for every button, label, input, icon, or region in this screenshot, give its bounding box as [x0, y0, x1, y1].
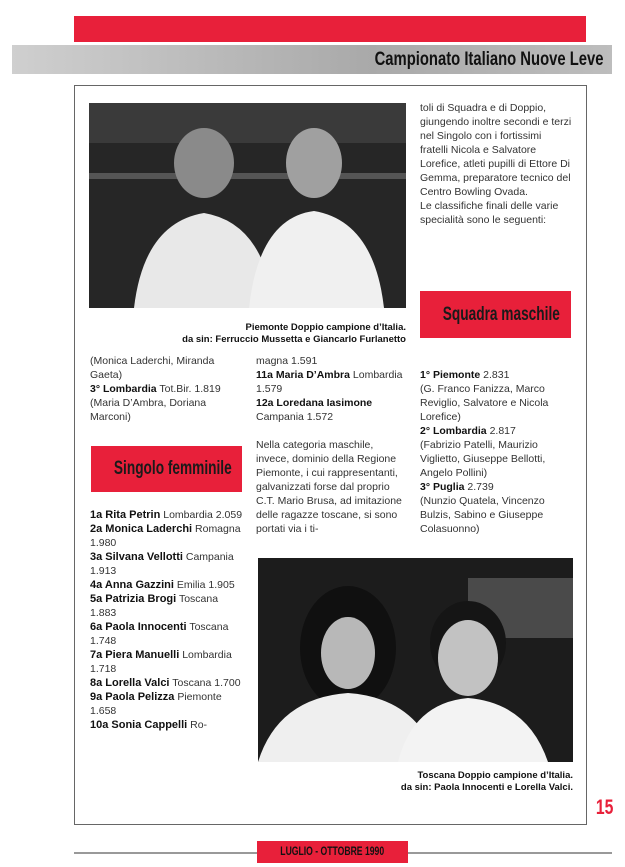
team-score: 2.817 — [489, 425, 516, 437]
list-item — [90, 578, 245, 592]
team-members: (Maria D’Ambra, Doriana Marconi) — [90, 397, 207, 423]
list-item — [90, 690, 245, 718]
team-members: (Nunzio Quatela, Vincenzo Bulzis, Sabino e Giuseppe Colasuonno) — [420, 495, 545, 535]
header-red-bar — [74, 16, 586, 42]
list-item — [90, 676, 245, 690]
athlete-result: Romagna 1.980 — [90, 523, 241, 549]
athlete-result: Lombardia 1.718 — [90, 649, 232, 675]
paragraph: Nella categoria maschile, invece, dominio della Regione Piemonte, i cui rappresentanti, galvanizzati forse dal proprio C.T. Mario Brusa, ad imitazione delle ragazze toscane, si sono portati via i ti- — [256, 439, 402, 535]
photo1-caption — [90, 322, 406, 346]
paragraph: toli di Squadra e di Doppio, giungendo inoltre secondi e terzi nel Singolo con i fortissimi fratelli Nicola e Salvatore Lorefice, atleti pupilli di Ettore Di Gemma, preparatore tecnico del Centro Bowling Ovada. — [420, 102, 572, 198]
athlete-name: 5a Patrizia Brogi — [90, 593, 177, 605]
list-item — [90, 550, 245, 578]
article-text-left-top — [90, 354, 242, 424]
section-label-text: Squadra maschile — [442, 304, 560, 325]
caption-line: da sin: Ferruccio Mussetta e Giancarlo Furlanetto — [182, 334, 406, 345]
athlete-name: 6a Paola Innocenti — [90, 621, 187, 633]
athlete-name: 7a Piera Manuelli — [90, 649, 180, 661]
list-item — [90, 648, 245, 676]
footer-issue-text: LUGLIO - OTTOBRE 1990 — [280, 846, 385, 858]
list-item — [256, 368, 408, 396]
page-title: Campionato Italiano Nuove Leve — [374, 49, 603, 70]
footer-issue-label — [257, 841, 408, 863]
article-text-middle — [256, 354, 408, 536]
athlete-result: Toscana 1.748 — [90, 621, 229, 647]
team-members: (Monica Laderchi, Miranda Gaeta) — [90, 355, 215, 381]
team-rank: 3° Puglia — [420, 481, 465, 493]
caption-line: Piemonte Doppio campione d’Italia. — [245, 322, 406, 333]
list-item — [90, 718, 245, 732]
athlete-result: magna 1.591 — [256, 355, 318, 367]
athlete-name: 10a Sonia Cappelli — [90, 719, 188, 731]
athlete-result: Emilia 1.905 — [176, 579, 235, 591]
list-item — [90, 522, 245, 550]
athlete-result: Piemonte 1.658 — [90, 691, 222, 717]
athlete-result: Lombardia 2.059 — [163, 509, 243, 521]
athlete-result: Toscana 1.700 — [172, 677, 241, 689]
athlete-name: 2a Monica Laderchi — [90, 523, 193, 535]
team-score: Tot.Bir. 1.819 — [159, 383, 221, 395]
list-item — [90, 620, 245, 648]
section-label-singolo — [91, 446, 242, 492]
section-label-text: Singolo femminile — [113, 458, 232, 479]
photo-piemonte-doppio — [89, 103, 406, 308]
section-label-squadra — [420, 291, 571, 338]
team-entry — [90, 382, 242, 396]
team-members: (Fabrizio Patelli, Maurizio Viglietto, Giuseppe Bellotti, Angelo Pollini) — [420, 439, 546, 479]
athlete-result: Lombardia 1.579 — [256, 369, 403, 395]
list-item — [420, 480, 574, 494]
squadra-ranking-list — [420, 368, 574, 536]
team-score: 2.739 — [467, 481, 494, 493]
athlete-result: Ro- — [190, 719, 208, 731]
athlete-result: Toscana 1.883 — [90, 593, 219, 619]
caption-line: da sin: Paola Innocenti e Lorella Valci. — [400, 782, 573, 793]
athlete-name: 8a Lorella Valci — [90, 677, 170, 689]
list-item — [420, 424, 574, 438]
list-item — [90, 592, 245, 620]
athlete-result: Campania 1.572 — [256, 411, 334, 423]
page-number: 15 — [595, 796, 613, 819]
athlete-name: 11a Maria D’Ambra — [256, 369, 350, 381]
photo2-caption — [258, 770, 573, 794]
team-members: (G. Franco Fanizza, Marco Reviglio, Salvatore e Nicola Lorefice) — [420, 383, 549, 423]
list-item — [90, 508, 245, 522]
athlete-name: 4a Anna Gazzini — [90, 579, 174, 591]
list-item — [256, 396, 408, 424]
athlete-name: 3a Silvana Vellotti — [90, 551, 183, 563]
team-rank: 1° Piemonte — [420, 369, 481, 381]
singolo-ranking-list — [90, 508, 245, 732]
athlete-name: 12a Loredana Iasimone — [256, 397, 373, 409]
team-rank: 3° Lombardia — [90, 383, 157, 395]
athlete-name: 1a Rita Petrin — [90, 509, 161, 521]
photo-toscana-doppio — [258, 558, 573, 762]
athlete-result: Campania 1.913 — [90, 551, 234, 577]
team-score: 2.831 — [483, 369, 510, 381]
athlete-name: 9a Paola Pelizza — [90, 691, 175, 703]
paragraph: Le classifiche finali delle varie specialità sono le seguenti: — [420, 200, 559, 226]
list-item — [420, 368, 574, 382]
team-rank: 2° Lombardia — [420, 425, 487, 437]
caption-line: Toscana Doppio campione d’Italia. — [417, 770, 573, 781]
article-text-right-top — [420, 101, 572, 227]
